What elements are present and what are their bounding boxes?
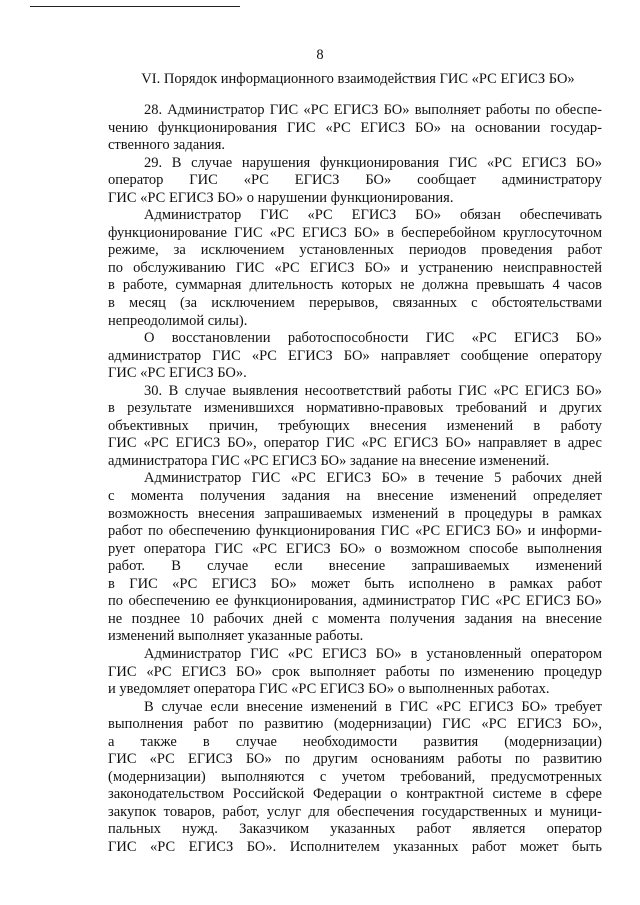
paragraph-line: законодательством Российской Федерации о контрактной системе в сфере — [108, 786, 602, 803]
paragraph-line: с момента получения задания на внесение изменений определяет — [108, 488, 602, 505]
paragraph-line: пальных нужд. Заказчиком указанных работ является оператор — [108, 821, 602, 838]
paragraph-line: Администратор ГИС «РС ЕГИСЗ БО» в установленный оператором — [144, 645, 602, 662]
paragraph — [108, 699, 602, 857]
paragraph-line: закупок товаров, работ, услуг для обеспечения государственных и муници- — [108, 803, 602, 820]
paragraph — [108, 383, 602, 471]
paragraph-line: Администратор ГИС «РС ЕГИСЗ БО» обязан обеспечивать — [144, 207, 602, 224]
paragraph-line: режиме, за исключением установленных периодов проведения работ — [108, 242, 602, 259]
paragraph-line: ГИС «РС ЕГИСЗ БО» по другим основаниям работы по развитию — [108, 751, 602, 768]
paragraph — [108, 155, 602, 208]
paragraph-line: ГИС «РС ЕГИСЗ БО», оператор ГИС «РС ЕГИСЗ БО» направляет в адрес — [108, 435, 602, 452]
paragraph-line: не позднее 10 рабочих дней с момента получения задания на внесение — [108, 610, 602, 627]
paragraph-line: ГИС «РС ЕГИСЗ БО». Исполнителем указанных работ может быть — [108, 838, 602, 855]
paragraph-line: Администратор ГИС «РС ЕГИСЗ БО» в течение 5 рабочих дней — [144, 470, 602, 487]
paragraph-line: функционирование ГИС «РС ЕГИСЗ БО» в бесперебойном круглосуточном — [108, 224, 602, 241]
paragraph-line: ственного задания. — [108, 137, 225, 154]
paragraph-line: оператор ГИС «РС ЕГИСЗ БО» сообщает администратору — [108, 172, 602, 189]
paragraph — [108, 470, 602, 645]
document-body — [108, 102, 602, 857]
paragraph-line: и уведомляет оператора ГИС «РС ЕГИСЗ БО» о выполненных работах. — [108, 681, 550, 698]
paragraph-line: О восстановлении работоспособности ГИС «РС ЕГИСЗ БО» — [144, 330, 602, 347]
paragraph-line: 30. В случае выявления несоответствий работы ГИС «РС ЕГИСЗ БО» — [144, 382, 602, 399]
paragraph-line: ГИС «РС ЕГИСЗ БО» о нарушении функционирования. — [108, 189, 454, 206]
paragraph-line: работ. В случае если внесение запрашиваемых изменений — [108, 558, 602, 575]
paragraph — [108, 330, 602, 383]
paragraph — [108, 207, 602, 330]
paragraph-line: выполнения работ по развитию (модернизации) ГИС «РС ЕГИСЗ БО», — [108, 716, 602, 733]
paragraph-line: по обеспечению ее функционирования, администратор ГИС «РС ЕГИСЗ БО» — [108, 593, 602, 610]
paragraph-line: по обслуживанию ГИС «РС ЕГИСЗ БО» и устранению неисправностей — [108, 259, 602, 276]
top-rule — [30, 6, 240, 7]
paragraph — [108, 102, 602, 155]
paragraph-line: ГИС «РС ЕГИСЗ БО» срок выполняет работы по изменению процедур — [108, 663, 602, 680]
paragraph-line: в месяц (за исключением перерывов, связанных с обстоятельствами — [108, 295, 602, 312]
paragraph-line: изменений выполняет указанные работы. — [108, 628, 364, 645]
section-title: VI. Порядок информационного взаимодействия ГИС «РС ЕГИСЗ БО» — [141, 71, 575, 87]
paragraph-line: 29. В случае нарушения функционирования ГИС «РС ЕГИСЗ БО» — [144, 154, 602, 171]
paragraph-line: администратора ГИС «РС ЕГИСЗ БО» задание на внесение изменений. — [108, 452, 550, 469]
paragraph-line: в результате изменившихся нормативно-правовых требований и других — [108, 400, 602, 417]
paragraph-line: рует оператора ГИС «РС ЕГИСЗ БО» о возможном способе выполнения — [108, 540, 602, 557]
paragraph-line: 28. Администратор ГИС «РС ЕГИСЗ БО» выполняет работы по обеспе- — [144, 102, 602, 118]
page-number: 8 — [316, 47, 324, 63]
paragraph-line: администратор ГИС «РС ЕГИСЗ БО» направляет сообщение оператору — [108, 347, 602, 364]
paragraph-line: чению функционирования ГИС «РС ЕГИСЗ БО» на основании государ- — [108, 119, 602, 136]
paragraph-line: ГИС «РС ЕГИСЗ БО». — [108, 365, 247, 382]
paragraph-line: непреодолимой силы). — [108, 312, 248, 329]
paragraph-line: (модернизации) выполняются с учетом требований, предусмотренных — [108, 768, 602, 785]
paragraph-line: а также в случае необходимости развития (модернизации) — [108, 733, 602, 750]
paragraph — [108, 646, 602, 699]
paragraph-line: в работе, суммарная длительность которых не должна превышать 4 часов — [108, 277, 602, 294]
paragraph-line: работ по обеспечению функционирования ГИС «РС ЕГИСЗ БО» и информи- — [108, 523, 602, 540]
paragraph-line: объективных причин, требующих внесения изменений в работу — [108, 417, 602, 434]
paragraph-line: В случае если внесение изменений в ГИС «РС ЕГИСЗ БО» требует — [144, 698, 602, 715]
paragraph-line: в ГИС «РС ЕГИСЗ БО» может быть исполнено в рамках работ — [108, 575, 602, 592]
paragraph-line: возможность внесения запрашиваемых изменений в процедуры в рамках — [108, 505, 602, 522]
